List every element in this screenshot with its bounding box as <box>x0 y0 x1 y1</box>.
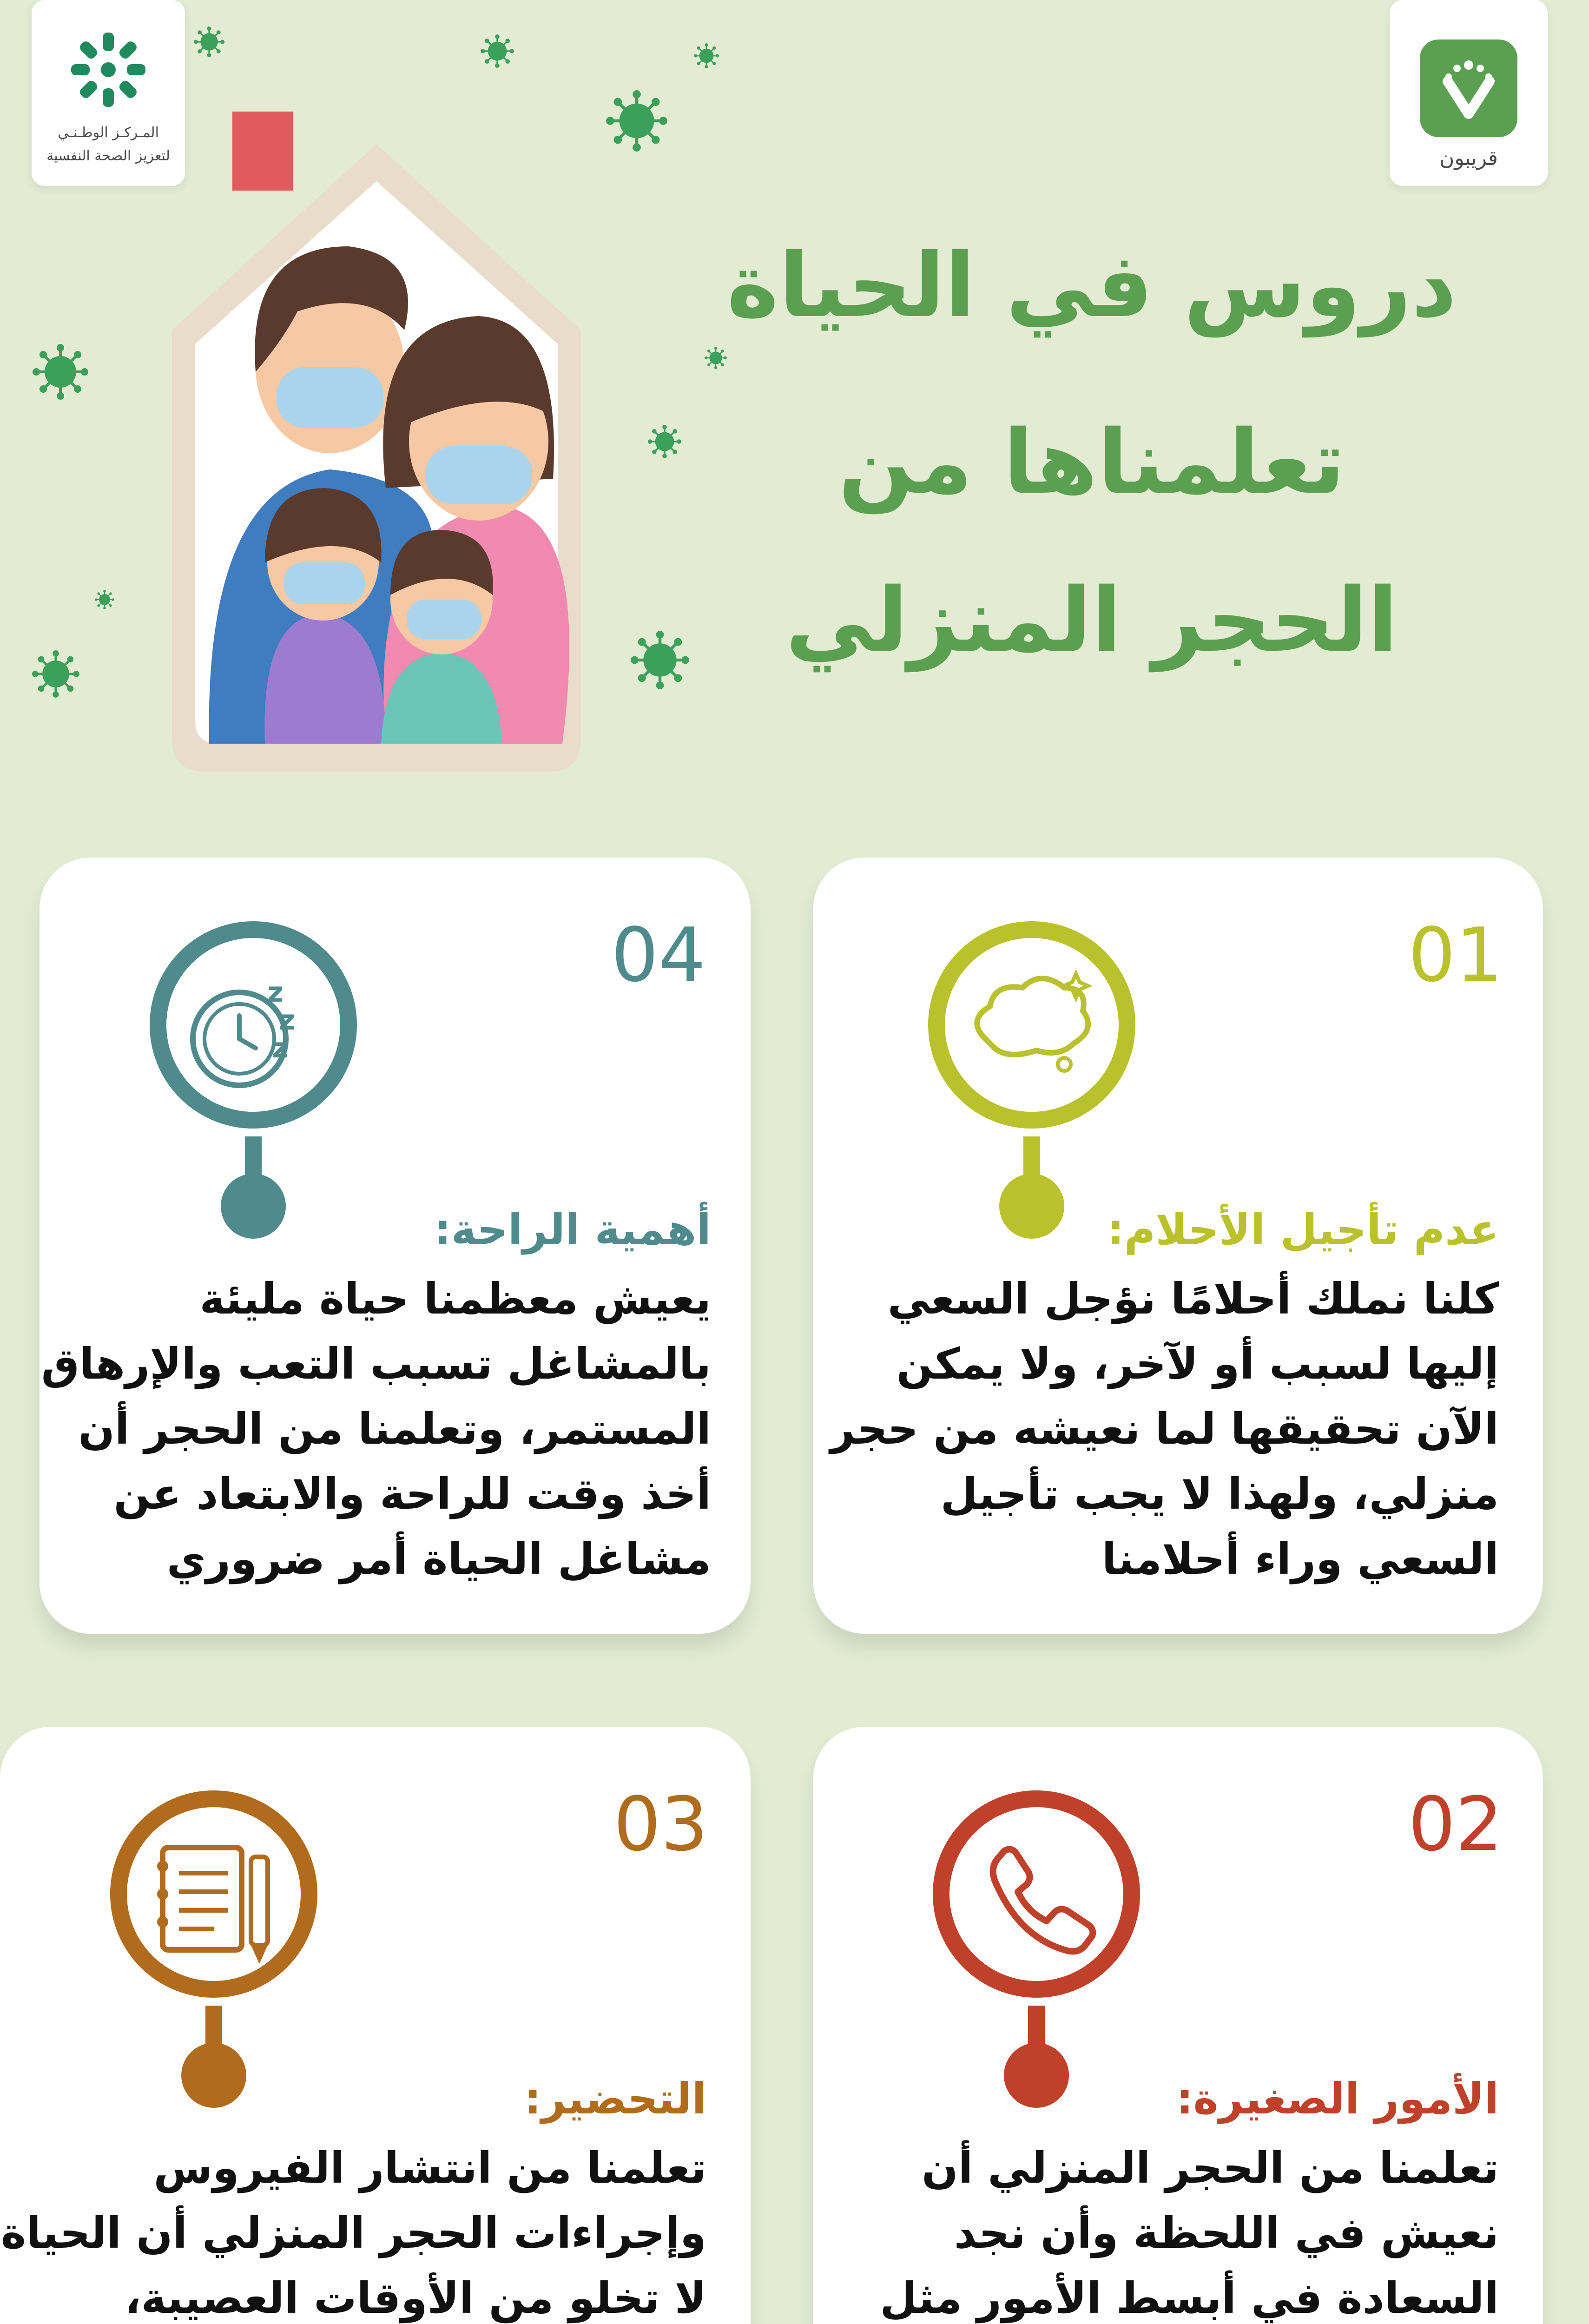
card-number: 03 <box>613 1781 708 1868</box>
lesson-card-small-things <box>813 1727 1543 2324</box>
card-title: الأمور الصغيرة: <box>1176 2074 1499 2124</box>
card-line-1: يعيش معظمنا حياة مليئة <box>199 1274 711 1324</box>
card-number: 01 <box>1408 911 1503 998</box>
svg-text:z: z <box>267 976 284 1009</box>
notepad-icon <box>102 1787 325 2140</box>
card-title: عدم تأجيل الأحلام: <box>1107 1205 1499 1254</box>
card-line-3: المستمر، وتعلمنا من الحجر أن <box>78 1404 711 1454</box>
card-line-2: وإجراءات الحجر المنزلي أن الحياة <box>1 2208 706 2258</box>
title-line-3: الحجر المنزلي <box>785 569 1398 672</box>
card-line-3: السعادة في أبسط الأمور مثل <box>880 2273 1499 2323</box>
center-name-line2: لتعزيز الصحة النفسية <box>46 148 170 164</box>
card-line-4: منزلي، ولهذا لا يجب تأجيل <box>940 1469 1499 1519</box>
family-house-illustration <box>88 70 665 781</box>
title-line-1: دروس في الحياة <box>726 234 1457 337</box>
lesson-card-preparation <box>0 1727 751 2324</box>
card-line-1: تعلمنا من انتشار الفيروس <box>153 2143 706 2193</box>
card-line-2: نعيش في اللحظة وأن نجد <box>954 2208 1499 2258</box>
card-title: أهمية الراحة: <box>434 1205 711 1254</box>
card-line-1: تعلمنا من الحجر المنزلي أن <box>922 2143 1499 2193</box>
card-title: التحضير: <box>524 2074 706 2124</box>
phone-icon <box>925 1787 1148 2140</box>
card-line-2: بالمشاغل تسبب التعب والإرهاق <box>41 1339 711 1389</box>
card-line-1: كلنا نملك أحلامًا نؤجل السعي <box>887 1274 1499 1324</box>
card-line-3: الآن تحقيقها لما نعيشه من حجر <box>830 1404 1499 1454</box>
card-line-4: أخذ وقت للراحة والابتعاد عن <box>113 1469 711 1519</box>
qareboon-label: قريبون <box>1439 146 1498 170</box>
svg-text:z: z <box>272 1032 288 1064</box>
card-number: 04 <box>611 911 706 998</box>
clock-sleep-icon <box>142 918 365 1271</box>
lesson-card-dreams <box>813 858 1543 1634</box>
card-line-2: إليها لسبب أو لآخر، ولا يمكن <box>896 1339 1499 1389</box>
card-line-5: السعي وراء أحلامنا <box>1101 1534 1499 1584</box>
center-name-line1: المـركـز الوطـنـي <box>58 125 159 141</box>
card-line-5: مشاغل الحياة أمر ضروري <box>166 1534 711 1584</box>
card-number: 02 <box>1408 1781 1503 1868</box>
svg-text:z: z <box>279 1004 295 1037</box>
lesson-card-rest <box>40 858 751 1634</box>
card-line-3: لا تخلو من الأوقات العصيبة، <box>125 2273 706 2323</box>
title-line-2: تعلمناها من <box>838 411 1345 514</box>
